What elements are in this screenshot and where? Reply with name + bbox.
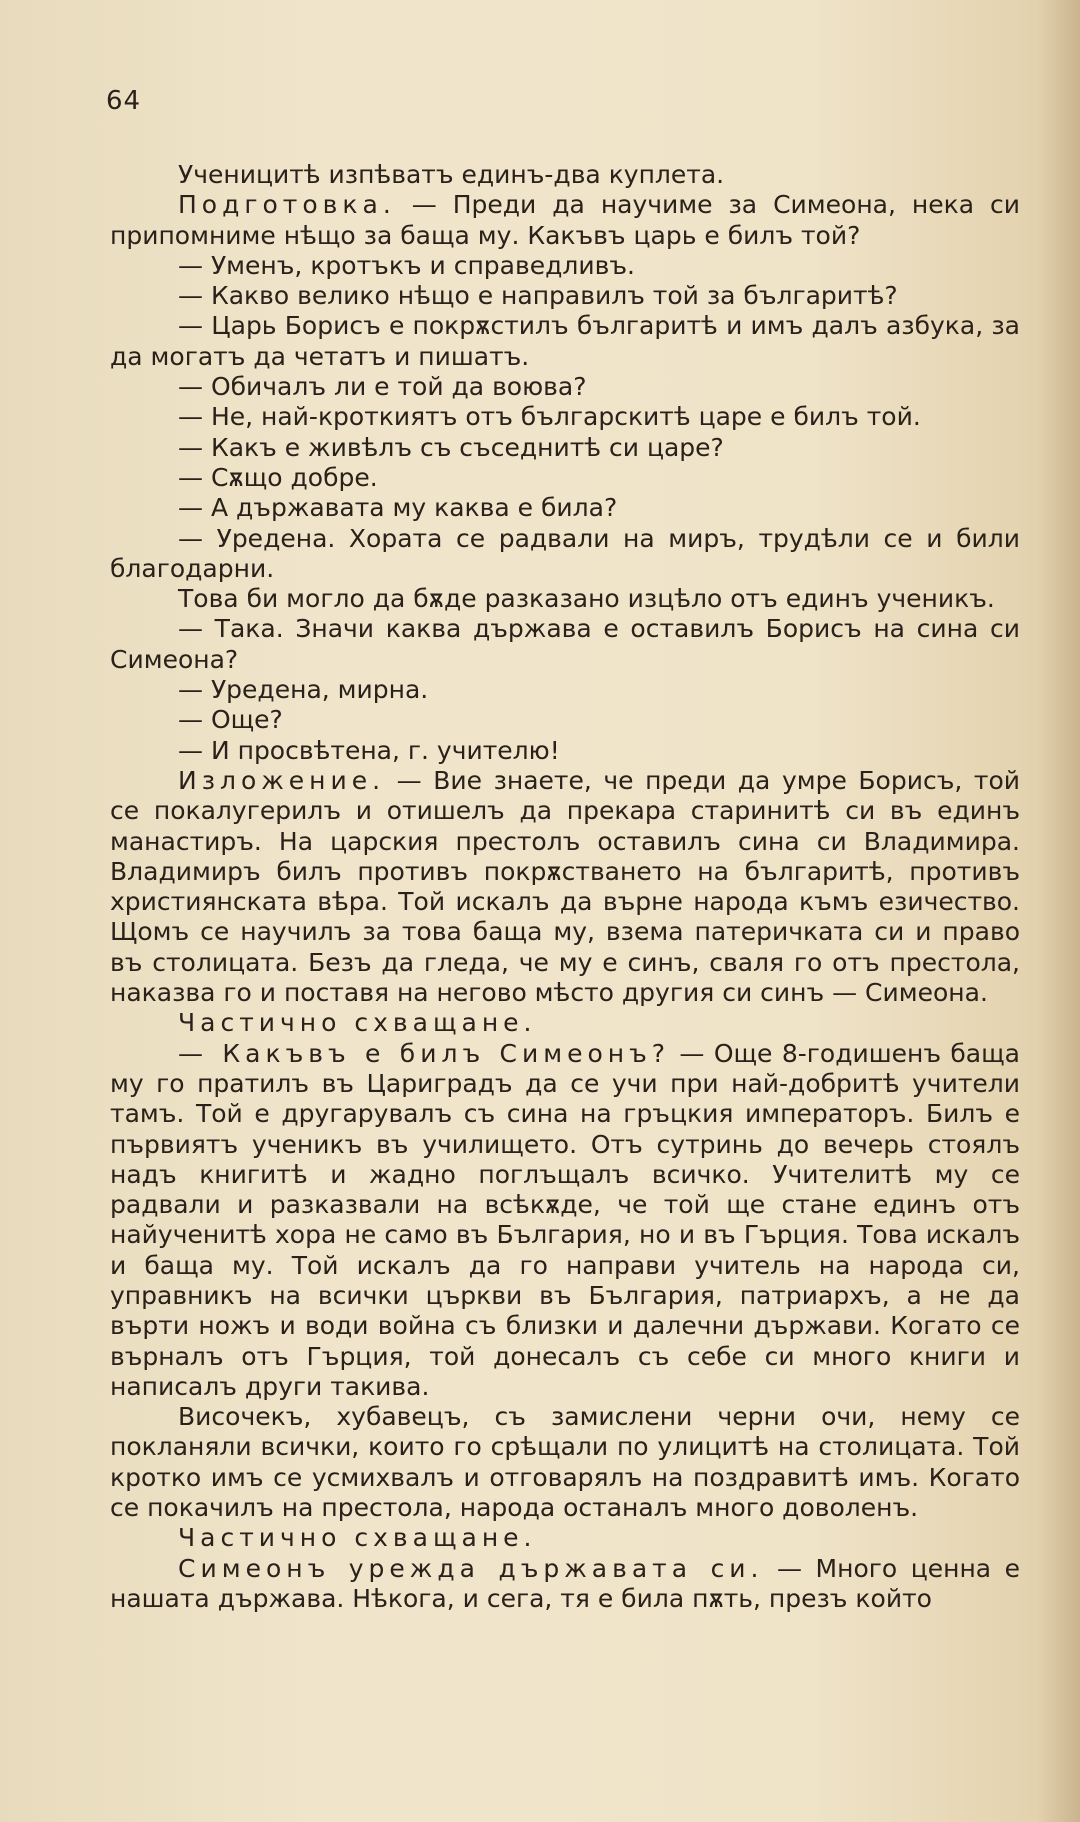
paragraph-text: — Още? <box>178 705 283 735</box>
paragraph <box>110 675 1020 705</box>
paragraph <box>110 584 1020 614</box>
paragraph-text: Ученицитѣ изпѣватъ единъ-два куплета. <box>178 160 725 189</box>
paragraph <box>110 1402 1020 1523</box>
paragraph <box>110 705 1020 735</box>
paragraph-text: — Вие знаете, че преди да умре Борисъ, той се покалугерилъ и отишелъ да прекара старинитѣ си въ единъ манастиръ. На царския престолъ оставилъ сина си Владимира. Владимиръ билъ противъ покрѫстването на българитѣ, противъ християнската вѣра. Той искалъ да върне народа къмъ езичество. Щомъ се научилъ за това баща му, взема патеричката си и право въ столицата. Безъ да гледа, че му е синъ, сваля го отъ престола, наказва го и поставя на негово мѣсто другия си синъ — Симеона. <box>110 765 1020 1008</box>
paragraph <box>110 524 1020 585</box>
spaced-lead: Частично схващане. <box>178 1523 537 1553</box>
paragraph-text: Височекъ, хубавецъ, съ замислени черни очи, нему се покланяли всички, които го срѣщали по улицитѣ на столицата. Той кротко имъ се усмихвалъ и отговарялъ на поздравитѣ имъ. Когато се покачилъ на престола, народа останалъ много доволенъ. <box>110 1402 1020 1523</box>
paragraph-text: — Не, най-кроткиятъ отъ българскитѣ царе е билъ той. <box>178 402 921 432</box>
paragraph <box>110 402 1020 432</box>
spaced-lead: Частично схващане. <box>178 1008 537 1038</box>
paragraph <box>110 281 1020 311</box>
paragraph-text: — Сѫщо добре. <box>178 462 378 492</box>
spaced-lead: Изложение. <box>178 765 386 795</box>
paragraph <box>110 190 1020 251</box>
paragraph-text: — И просвѣтена, г. учителю! <box>178 735 560 765</box>
paragraph <box>110 311 1020 372</box>
paragraph-text: Това би могло да бѫде разказано изцѣло отъ единъ ученикъ. <box>178 584 995 614</box>
spaced-lead: Симеонъ урежда държавата си. <box>178 1553 764 1583</box>
paragraph-text: — Уредена. Хората се радвали на миръ, трудѣли се и били благодарни. <box>110 523 1020 583</box>
spaced-lead: Подготовка. <box>178 190 396 220</box>
paragraph-text: — Много ценна е нашата държава. Нѣкога, и сега, тя е била пѫть, презъ който <box>110 1553 1021 1613</box>
paragraph-text: — Царь Борисъ е покрѫстилъ българитѣ и имъ далъ азбука, за да могатъ да четатъ и пишатъ. <box>110 311 1020 371</box>
paragraph-text: — Уредена, мирна. <box>178 675 429 705</box>
paragraph-text: — Още 8-годишенъ баща му го пратилъ въ Цариградъ да се учи при най-добритѣ учители тамъ. Той е другарувалъ съ сина на гръцкия императоръ. Билъ е първиятъ ученикъ въ училището. Отъ сутринь до вечерь стоялъ надъ книгитѣ и жадно поглъщалъ всичко. Учителитѣ му се радвали и разказвали на всѣкѫде, че той ще стане единъ отъ найученитѣ хора не само въ България, но и въ Гърция. Това искалъ и баща му. Той искалъ да го направи учитель на народа си, управникъ на всички църкви въ България, патриархъ, а не да върти ножъ и води война съ близки и далечни държави. Когато се върналъ отъ Гърция, той донесалъ съ себе си много книги и написалъ други такива. <box>110 1038 1020 1401</box>
paragraph <box>110 160 1020 190</box>
spaced-lead: — Какъвъ е билъ Симеонъ? <box>178 1038 671 1068</box>
page-number: 64 <box>106 86 142 116</box>
paragraph <box>110 614 1020 675</box>
paragraph <box>110 251 1020 281</box>
body-text <box>110 160 1020 1614</box>
paragraph <box>110 766 1020 1008</box>
paragraph-text: — Преди да научиме за Симеона, нека си припомниме нѣщо за баща му. Какъвъ царь е билъ той? <box>110 190 1020 250</box>
paragraph-text: — Какъ е живѣлъ съ съседнитѣ си царе? <box>178 432 724 462</box>
paragraph-text: — Какво велико нѣщо е направилъ той за българитѣ? <box>178 281 898 311</box>
paragraph <box>110 736 1020 766</box>
paragraph <box>110 1008 1020 1038</box>
paragraph-text: — Обичалъ ли е той да воюва? <box>178 372 587 402</box>
paragraph-text: — А държавата му каква е била? <box>178 493 618 523</box>
paragraph <box>110 1039 1020 1403</box>
paragraph <box>110 1554 1020 1615</box>
paragraph <box>110 1523 1020 1553</box>
paragraph-text: — Така. Значи каква държава е оставилъ Борисъ на сина си Симеона? <box>110 614 1020 674</box>
paragraph <box>110 372 1020 402</box>
paragraph <box>110 493 1020 523</box>
paragraph-text: — Уменъ, кротъкъ и справедливъ. <box>178 250 635 280</box>
paragraph <box>110 433 1020 463</box>
paragraph <box>110 463 1020 493</box>
